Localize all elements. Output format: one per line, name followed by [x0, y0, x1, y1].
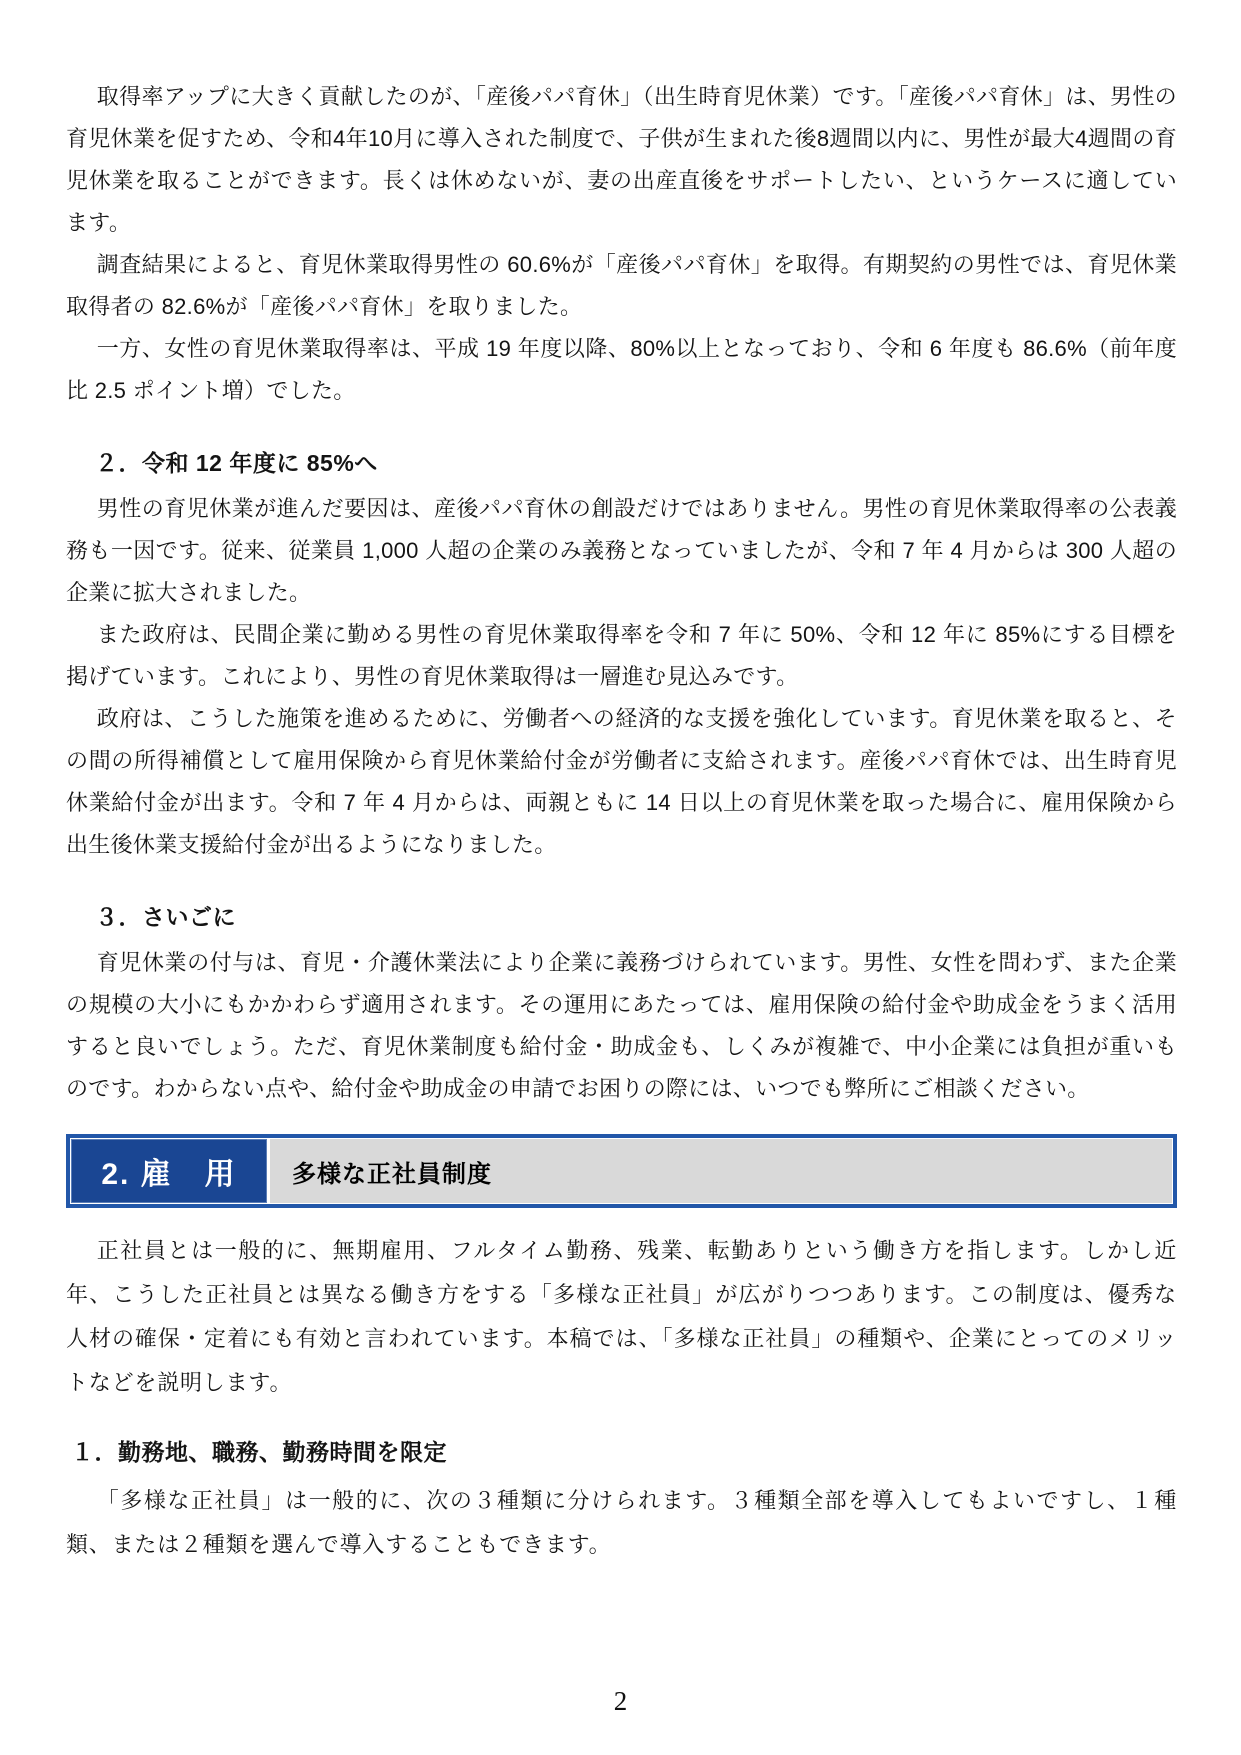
heading-limited-work-types: １．勤務地、職務、勤務時間を限定 [71, 1439, 447, 1465]
heading-finally: ３．さいごに [95, 904, 236, 930]
paragraph-regular-employee-intro: 正社員とは一般的に、無期雇用、フルタイム勤務、残業、転勤ありという働き方を指します。しかし近年、こうした正社員とは異なる働き方をする「多様な正社員」が広がりつつあります。この制度は、優秀な人材の確保・定着にも有効と言われています。本稿では、「多様な正社員」の種類や、企業にとってのメリットなどを説明します。 [66, 1238, 1177, 1395]
paragraph-benefit-support: 政府は、こうした施策を進めるために、労働者への経済的な支援を強化しています。育児休業を取ると、その間の所得補償として雇用保険から育児休業給付金が労働者に支給されます。産後パパ育休では、出生時育児休業給付金が出ます。令和 7 年 4 月からは、両親ともに 14 日以上の育児休業を取った場合に、雇用保険から出生後休業支援給付金が出るようになりました。 [66, 706, 1177, 857]
paragraph-government-goal: また政府は、民間企業に勤める男性の育児休業取得率を令和 7 年に 50%、令和 12 年に 85%にする目標を掲げています。これにより、男性の育児休業取得は一層進む見込みです。 [66, 622, 1177, 689]
paragraph-disclosure-obligation: 男性の育児休業が進んだ要因は、産後パパ育休の創設だけではありません。男性の育児休業取得率の公表義務も一因です。従来、従業員 1,000 人超の企業のみ義務となっていましたが、令和 7 年 4 月からは 300 人超の企業に拡大されました。 [66, 496, 1177, 605]
heading-target-85-percent: ２．令和 12 年度に 85%へ [95, 450, 378, 476]
paragraph-papa-ikukyu-intro: 取得率アップに大きく貢献したのが、「産後パパ育休」（出生時育児休業）です。「産後パパ育休」は、男性の育児休業を促すため、令和4年10月に導入された制度で、子供が生まれた後8週間以内に、男性が最大4週間の育児休業を取ることができます。長くは休めないが、妻の出産直後をサポートしたい、というケースに適しています。 [66, 84, 1177, 235]
article-childcare-leave [66, 76, 1177, 1110]
section-banner-title: 多様な正社員制度 [270, 1139, 1172, 1203]
paragraph-three-types: 「多様な正社員」は一般的に、次の３種類に分けられます。３種類全部を導入してもよいですし、１種類、または２種類を選んで導入することもできます。 [66, 1488, 1177, 1557]
article-diverse-regular-employees [66, 1229, 1177, 1567]
paragraph-women-rate: 一方、女性の育児休業取得率は、平成 19 年度以降、80%以上となっており、令和 6 年度も 86.6%（前年度比 2.5 ポイント増）でした。 [66, 336, 1177, 403]
paragraph-survey-results: 調査結果によると、育児休業取得男性の 60.6%が「産後パパ育休」を取得。有期契約の男性では、育児休業取得者の 82.6%が「産後パパ育休」を取りました。 [66, 252, 1177, 319]
paragraph-finally: 育児休業の付与は、育児・介護休業法により企業に義務づけられています。男性、女性を問わず、また企業の規模の大小にもかかわらず適用されます。その運用にあたっては、雇用保険の給付金や助成金をうまく活用すると良いでしょう。ただ、育児休業制度も給付金・助成金も、しくみが複雑で、中小企業には負担が重いものです。わからない点や、給付金や助成金の申請でお困りの際には、いつでも弊所にご相談ください。 [66, 950, 1177, 1101]
section-banner-number: 2. 雇 用 [71, 1139, 267, 1203]
section-banner-employment [66, 1134, 1177, 1208]
page-number: 2 [613, 1686, 628, 1716]
